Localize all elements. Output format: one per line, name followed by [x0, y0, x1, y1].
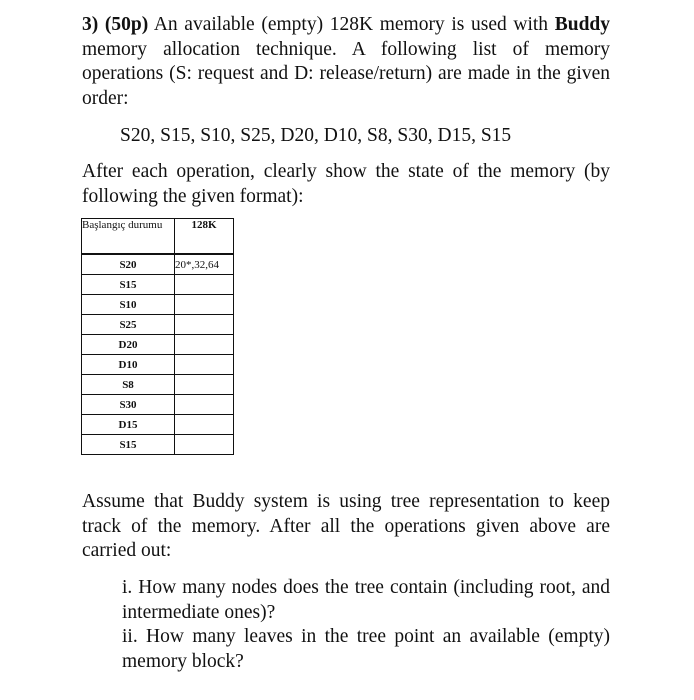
memory-state-cell[interactable] [175, 335, 234, 355]
table-header-row [82, 219, 234, 255]
operation-cell: S20 [82, 254, 175, 275]
operation-cell: S10 [82, 295, 175, 315]
table-row [82, 435, 234, 455]
operation-cell: S15 [82, 275, 175, 295]
memory-state-cell[interactable] [175, 375, 234, 395]
operation-cell: S30 [82, 395, 175, 415]
operation-cell: D20 [82, 335, 175, 355]
memory-state-cell[interactable] [175, 415, 234, 435]
question-intro [82, 13, 610, 111]
intro-text-a: An available (empty) 128K memory is used with [148, 14, 555, 35]
header-memory-size: 128K [175, 219, 234, 255]
operation-cell: D10 [82, 355, 175, 375]
header-initial-state: Başlangıç durumu [82, 219, 175, 255]
sub-question-2: ii. How many leaves in the tree point an available (empty) memory block? [122, 626, 610, 672]
operations-list: S20, S15, S10, S25, D20, D10, S8, S30, D15, S15 [120, 125, 512, 146]
instruction-text: After each operation, clearly show the state of the memory (by following the given format): [82, 161, 610, 207]
table-row [82, 295, 234, 315]
intro-text-b: memory allocation technique. A following list of memory operations (S: request and D: release/return) are made in the given order: [82, 38, 610, 109]
table-row [82, 395, 234, 415]
intro-bold-term: Buddy [554, 14, 611, 35]
sub-question-1: i. How many nodes does the tree contain (including root, and intermediate ones)? [122, 577, 610, 623]
operation-cell: S8 [82, 375, 175, 395]
table-row [82, 355, 234, 375]
operation-cell: S15 [82, 435, 175, 455]
memory-state-cell[interactable] [175, 355, 234, 375]
memory-state-cell[interactable] [175, 435, 234, 455]
table-row [82, 315, 234, 335]
tree-description: Assume that Buddy system is using tree representation to keep track of the memory. After all the operations given above are carried out: [82, 491, 610, 561]
memory-state-cell[interactable] [175, 315, 234, 335]
table-row [82, 375, 234, 395]
table-row [82, 335, 234, 355]
table-row [82, 254, 234, 275]
question-number: 3) [82, 14, 99, 35]
operation-cell: S25 [82, 315, 175, 335]
memory-state-table [81, 218, 234, 455]
memory-state-cell[interactable] [175, 275, 234, 295]
operation-cell: D15 [82, 415, 175, 435]
memory-state-cell[interactable] [175, 395, 234, 415]
question-points: (50p) [104, 14, 149, 35]
table-row [82, 275, 234, 295]
table-row [82, 415, 234, 435]
memory-state-cell[interactable] [175, 295, 234, 315]
memory-state-cell[interactable]: 20*,32,64 [175, 254, 234, 275]
